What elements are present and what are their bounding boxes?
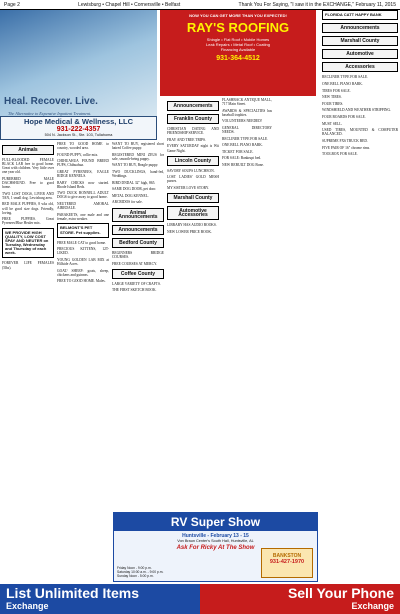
listing: FOUND PUPPY, collie mix. bbox=[57, 152, 99, 157]
rv-hours-line: Sunday Noon - 5:00 p.m. bbox=[117, 574, 154, 578]
listing: GREAT PYRENEES, EAGLE RIDGE KENNELS. bbox=[57, 169, 109, 179]
listing: USED TIRES, MOUNTED & COMPUTER BALANCED. bbox=[322, 128, 398, 137]
section-heading: Marshall County bbox=[322, 36, 398, 46]
listing: METAL DOG KENNEL. bbox=[112, 193, 149, 198]
listing: AWARDS & SPECIALTIES has baseball trophies. bbox=[222, 108, 272, 117]
section-heading: Announcements bbox=[112, 225, 164, 235]
listing: FOUR BOARDS FOR SALE. bbox=[322, 115, 366, 120]
rv-venue: Von Braun Center's South Hall, Huntsville, AL bbox=[177, 539, 254, 543]
section-heading: Accessories bbox=[322, 62, 398, 72]
roofing-ad bbox=[160, 10, 316, 96]
listing: FREE TO GOOD HOME. Males. bbox=[57, 279, 106, 284]
column-3 bbox=[112, 142, 164, 510]
listing: PRECIOUS KITTENS, 12T-LIKED. bbox=[57, 247, 109, 256]
footer-left-line1: List Unlimited Items bbox=[6, 585, 140, 601]
animals-heading: Animals bbox=[2, 145, 54, 155]
listing: RED MALE PUPPIES, 8 wks old, will be good size dogs. Friendly, loving. bbox=[2, 202, 54, 215]
listing: BEGINNERS BRIDGE COURSES. bbox=[112, 250, 164, 259]
footer-left[interactable] bbox=[0, 584, 200, 614]
listing: NEW TIRES. bbox=[322, 95, 342, 100]
listing: RECLINER TYPE FOR SALE. bbox=[222, 136, 269, 141]
listing: MY SISTER LOVE STORY. bbox=[167, 186, 209, 191]
listing: REGISTERED MINI ZEUS for sale, smooth-being puppy. bbox=[112, 152, 164, 161]
listing: TIRES FOR SALE. bbox=[322, 88, 351, 93]
listing: NEUTERED AMORAL AIREDALE. bbox=[57, 202, 109, 211]
column-5 bbox=[222, 98, 272, 510]
rv-title: RV Super Show bbox=[114, 513, 317, 531]
listing: BIRD DNDAL 32" high, 865. bbox=[112, 180, 156, 185]
listing: SAVORY SOUPS LUNCHEON. bbox=[167, 168, 215, 173]
listing: FREE COURSES AT MERCY. bbox=[112, 261, 158, 266]
footer-right-line2: Exchange bbox=[351, 601, 394, 611]
listing: GOAT/ SHEEP: goats, sheep, chickens and guineas. bbox=[57, 268, 109, 277]
listing: FLASHBACK ANTIQUE MALL, 717 Main Street. bbox=[222, 98, 273, 107]
listing: PUREBRED MALE DACHSHUND. Free to good home. bbox=[2, 176, 54, 190]
listing: LIBRARY HAS AUDIO BOOKS. bbox=[167, 223, 217, 228]
page-number: Page 2 bbox=[4, 2, 20, 8]
rv-hours-line: Friday Noon - 9:00 p.m. bbox=[117, 566, 152, 570]
roof-line1: Shingle • Flat Roof • Mobile Homes bbox=[206, 37, 270, 42]
bankston-logo bbox=[261, 548, 313, 578]
listing: TOOLBOX FOR SALE. bbox=[322, 152, 358, 157]
listing: PARAKEETS, one male and one female, extra weaker. bbox=[57, 212, 109, 221]
listing: ARCRIDOS for sale. bbox=[112, 200, 143, 205]
rv-dates: Huntsville - February 13 - 15 bbox=[182, 533, 249, 539]
listing-heading: WE PROVIDE HIGH QUALITY, LOW COST SPAY AND NEUTER on Tuesday, Wednesday and Thursday of each week. bbox=[5, 229, 49, 256]
section-heading: Bedford County bbox=[112, 238, 164, 248]
listing: FOUR TIRES. bbox=[322, 101, 344, 106]
hope-phone: 931-222-4357 bbox=[56, 126, 101, 133]
listing: ONE BELL PIANO BARK. bbox=[222, 143, 263, 148]
listing: FULL-BLOODED FEMALE BLACK LAB free to good home. Great with children. Very little over one year old. bbox=[2, 158, 54, 175]
listing: FREE MALE CAT to good home. bbox=[57, 240, 107, 245]
bankston-phone: 931-427-1970 bbox=[269, 559, 305, 565]
listing: CHRISTIAN DATING AND FRIENDSHIP SERVICE. bbox=[167, 127, 219, 136]
footer-left-line2: Exchange bbox=[6, 601, 49, 611]
listing: WANT TO BUY, Beagle puppy. bbox=[112, 163, 159, 168]
roof-line3: Financing Available bbox=[220, 47, 256, 52]
rv-ask: Ask For Ricky At The Show bbox=[176, 545, 255, 551]
footer-right[interactable] bbox=[200, 584, 400, 614]
listing: RECLINER TYPE FOR SALE. bbox=[322, 75, 369, 80]
listing-heading: FLORIDA CATT HAPPY BANK bbox=[325, 12, 382, 17]
section-heading: Franklin County bbox=[167, 114, 219, 124]
listing: YOUNG GOLDEN LAB MIX at Hillside Acres. bbox=[57, 257, 109, 266]
listing: SUPREME FX6 TRUCK BED. bbox=[322, 138, 368, 143]
listing: NEW LOWER PRICE BOOK. bbox=[167, 230, 212, 234]
roof-phone: 931-364-4512 bbox=[216, 55, 260, 62]
section-heading: Coffee County bbox=[112, 269, 164, 279]
footer-right-line1: Sell Your Phone bbox=[287, 585, 394, 601]
section-heading: Announcements bbox=[322, 23, 398, 33]
column-6 bbox=[322, 10, 398, 582]
issue-date: Thank You For Saying, "I saw it in the EXCHANGE," February 11, 2015 bbox=[238, 2, 396, 8]
listing: LARGE VARIETY OF CRAFTS. bbox=[112, 281, 161, 286]
page-header bbox=[0, 0, 400, 10]
listing: BABY CHICKS now started. Rhode Island Reds. bbox=[57, 180, 109, 189]
listing: ONE BELL PIANO BARK. bbox=[322, 82, 363, 87]
hope-ad-block bbox=[0, 116, 157, 140]
rv-hours-line: Saturday 10:00 a.m. - 9:00 p.m. bbox=[117, 570, 164, 574]
rv-show-ad bbox=[113, 512, 318, 582]
listing: WINDSHIELD AND WEATHER STRIPPING. bbox=[322, 108, 392, 113]
column-2 bbox=[57, 142, 109, 510]
column-animals bbox=[2, 142, 54, 510]
section-heading: Lincoln County bbox=[167, 156, 219, 166]
listing: WANT TO BUY, registered short haired Coffee puppy. bbox=[112, 142, 164, 151]
roof-line2: Leak Repairs • Metal Roof • Coating bbox=[206, 42, 270, 47]
roof-top-line: NOW YOU CAN GET MORE THAN YOU EXPECTED! bbox=[189, 13, 287, 18]
listing: FOR SALE: Bankrupt bed. bbox=[222, 156, 262, 161]
section-heading: Marshall County bbox=[167, 193, 219, 203]
column-4 bbox=[167, 98, 219, 510]
listing: CHIHUAHUA POUND BREED PUPS, Chihuahua. bbox=[57, 159, 109, 168]
bankston-name: BANKSTON bbox=[272, 553, 302, 559]
section-heading: Animal Announcements bbox=[112, 208, 164, 222]
rv-hours bbox=[117, 566, 163, 578]
paper-towns: Lewisburg • Chapel Hill • Cornersville • Belfast bbox=[78, 2, 181, 8]
hope-address: 504 N. Jackson St., Ste. 103, Tullahoma bbox=[44, 133, 113, 137]
listing: TWO LOST DOGS, LIVER AND TAN, 1 small dog. Lewisburg area. bbox=[2, 191, 54, 200]
listing: TWO DUCK BONNELL ADULT DOGS to give away to good home. bbox=[57, 191, 109, 200]
listing: FREE PUPPIES. Great Pyrenees/Blue Healer mix. bbox=[2, 217, 54, 226]
listing: EVERY SATURDAY night is Wii Game Night. bbox=[167, 144, 219, 153]
hope-headline: Heal. Recover. Live. bbox=[4, 96, 98, 107]
footer-banners bbox=[0, 584, 400, 614]
hope-name: Hope Medical & Wellness, LLC bbox=[23, 117, 134, 126]
listing: FREE TO GOOD HOME to country, wooded area. bbox=[57, 142, 109, 151]
listing: LOST LADIES' GOLD MESH purses. bbox=[167, 175, 219, 184]
listing-heading: BELMONT'S PET STORE. Pet supplies. bbox=[60, 225, 101, 235]
listing: FRAY AND TREE TRIPS. bbox=[167, 137, 206, 142]
listing: TWO DUCKLINGS, hand-fed, Weddings. bbox=[112, 169, 164, 179]
section-heading: Automotive Accessories bbox=[167, 206, 219, 220]
listing: SAME DOG DOOR, pet door. bbox=[112, 187, 157, 192]
listing: THE FIRST SKETCH BOOK. bbox=[112, 288, 157, 293]
listing: MUST SELL. bbox=[322, 121, 343, 126]
section-heading: Announcements bbox=[167, 101, 219, 111]
listing: NEW REBUILT DOG Bone. bbox=[222, 163, 264, 168]
listing: TICKET FOR SALE. bbox=[222, 149, 254, 154]
hope-tagline: The Alternative to Expensive Inpatient Treatment. bbox=[8, 111, 92, 116]
listing: GENERAL DIRECTORY NEEDS. bbox=[222, 125, 272, 135]
listing: FIVE PAIR OF 16" chrome rims. bbox=[322, 145, 371, 150]
listing: FOREVER LIFE FEMALES (5lbs). bbox=[2, 261, 54, 270]
section-heading: Automotive bbox=[322, 49, 398, 59]
roof-name: RAY'S ROOFING bbox=[186, 20, 290, 35]
listing: VOLUNTEERS NEEDED! bbox=[222, 119, 263, 124]
